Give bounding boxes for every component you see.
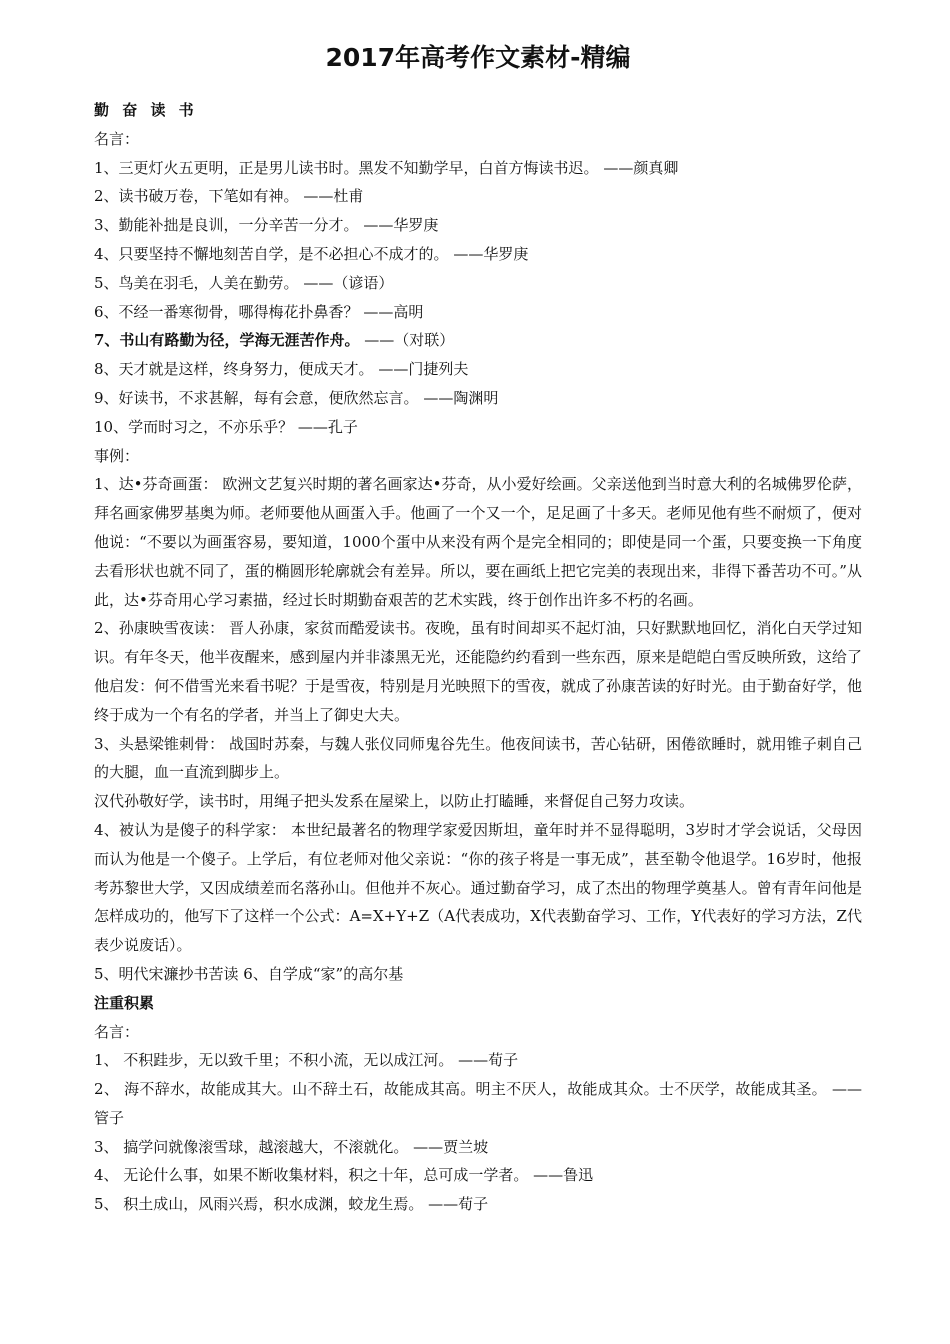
quote-item: 6、不经一番寒彻骨，哪得梅花扑鼻香？ ——高明 bbox=[94, 302, 424, 321]
section-heading: 注重积累 bbox=[94, 993, 155, 1012]
quotes-label: 名言： bbox=[94, 129, 140, 148]
quotes-label: 名言： bbox=[94, 1022, 140, 1041]
examples-label: 事例： bbox=[94, 446, 140, 465]
example-paragraph: 1、达•芬奇画蛋： 欧洲文艺复兴时期的著名画家达•芬奇，从小爱好绘画。父亲送他到当时意大利的名城佛罗伦萨，拜名画家佛罗基奥为师。老师要他从画蛋入手。他画了一个又一个，足足画了十多天。老师见他有些不耐烦了，便对他说：“不要以为画蛋容易，要知道，1000个蛋中从来没有两个是完全相同的；即使是同一个蛋，只要变换一下角度去看形状也就不同了，蛋的椭圆形轮廓就会有差异。所以，要在画纸上把它完美的表现出来，非得下番苦功不可。”从此，达•芬奇用心学习素描，经过长时期勤奋艰苦的艺术实践，终于创作出许多不朽的名画。 bbox=[94, 475, 862, 609]
example-paragraph: 3、头悬梁锥刺骨： 战国时苏秦，与魏人张仪同师鬼谷先生。他夜间读书，苦心钻研，困倦欲睡时，就用锥子刺自己的大腿，血一直流到脚步上。 bbox=[94, 734, 862, 782]
example-paragraph: 2、孙康映雪夜读： 晋人孙康，家贫而酷爱读书。夜晚，虽有时间却买不起灯油，只好默默地回忆，消化白天学过知识。有年冬天，他半夜醒来，感到屋内并非漆黑无光，还能隐约约看到一些东西，原来是皑皑白雪反映所致，这给了他启发：何不借雪光来看书呢？于是雪夜，特别是月光映照下的雪夜，就成了孙康苦读的好时光。由于勤奋好学，他终于成为一个有名的学者，并当上了御史大夫。 bbox=[94, 619, 862, 724]
quote-item: 2、读书破万卷，下笔如有神。 ——杜甫 bbox=[94, 187, 364, 206]
quote-item: 1、 不积跬步，无以致千里；不积小流，无以成江河。 ——荀子 bbox=[94, 1051, 519, 1070]
quote-attribution: ——（对联） bbox=[359, 331, 455, 350]
document-page bbox=[94, 40, 862, 1219]
quote-item: 4、 无论什么事，如果不断收集材料，积之十年，总可成一学者。 ——鲁迅 bbox=[94, 1166, 594, 1185]
quote-item: 5、鸟美在羽毛，人美在勤劳。 ——（谚语） bbox=[94, 273, 394, 292]
quote-item: 1、三更灯火五更明，正是男儿读书时。黑发不知勤学早，白首方悔读书迟。 ——颜真卿 bbox=[94, 158, 679, 177]
example-paragraph: 4、被认为是傻子的科学家： 本世纪最著名的物理学家爱因斯坦，童年时并不显得聪明，3岁时才学会说话，父母因而认为他是一个傻子。上学后，有位老师对他父亲说：“你的孩子将是一事无成”，甚至勒令他退学。16岁时，他报考苏黎世大学，又因成绩差而名落孙山。但他并不灰心。通过勤奋学习，成了杰出的物理学奠基人。曾有青年问他是怎样成功的，他写下了这样一个公式：A=X+Y+Z（A代表成功，X代表勤奋学习、工作，Y代表好的学习方法，Z代表少说废话）。 bbox=[94, 820, 862, 955]
section-heading: 勤 奋 读 书 bbox=[94, 101, 198, 119]
example-paragraph: 5、明代宋濂抄书苦读 6、自学成“家”的高尔基 bbox=[94, 964, 404, 983]
quote-item: 3、 搞学问就像滚雪球，越滚越大，不滚就化。 ——贾兰坡 bbox=[94, 1137, 489, 1156]
quote-item: 9、好读书，不求甚解，每有会意，便欣然忘言。 ——陶渊明 bbox=[94, 388, 499, 407]
example-paragraph: 汉代孙敬好学，读书时，用绳子把头发系在屋梁上，以防止打瞌睡，来督促自己努力攻读。 bbox=[94, 792, 695, 811]
section-accumulation bbox=[94, 989, 862, 1219]
quote-item: 8、天才就是这样，终身努力，便成天才。 ——门捷列夫 bbox=[94, 360, 469, 379]
quote-item bbox=[94, 326, 862, 355]
section-diligent-reading bbox=[94, 96, 862, 989]
quote-item: 2、 海不辞水，故能成其大。山不辞土石，故能成其高。明主不厌人，故能成其众。士不厌学，故能成其圣。 ——管子 bbox=[94, 1080, 862, 1127]
quote-bold-text: 7、书山有路勤为径，学海无涯苦作舟。 bbox=[94, 331, 360, 350]
quote-item: 5、 积土成山，风雨兴焉，积水成渊，蛟龙生焉。 ——荀子 bbox=[94, 1195, 489, 1214]
quote-item: 3、勤能补拙是良训，一分辛苦一分才。 ——华罗庚 bbox=[94, 216, 439, 235]
quote-item: 10、学而时习之，不亦乐乎？ ——孔子 bbox=[94, 417, 358, 436]
page-title: 2017年高考作文素材-精编 bbox=[325, 43, 631, 72]
quote-item: 4、只要坚持不懈地刻苦自学，是不必担心不成才的。 ——华罗庚 bbox=[94, 244, 529, 263]
